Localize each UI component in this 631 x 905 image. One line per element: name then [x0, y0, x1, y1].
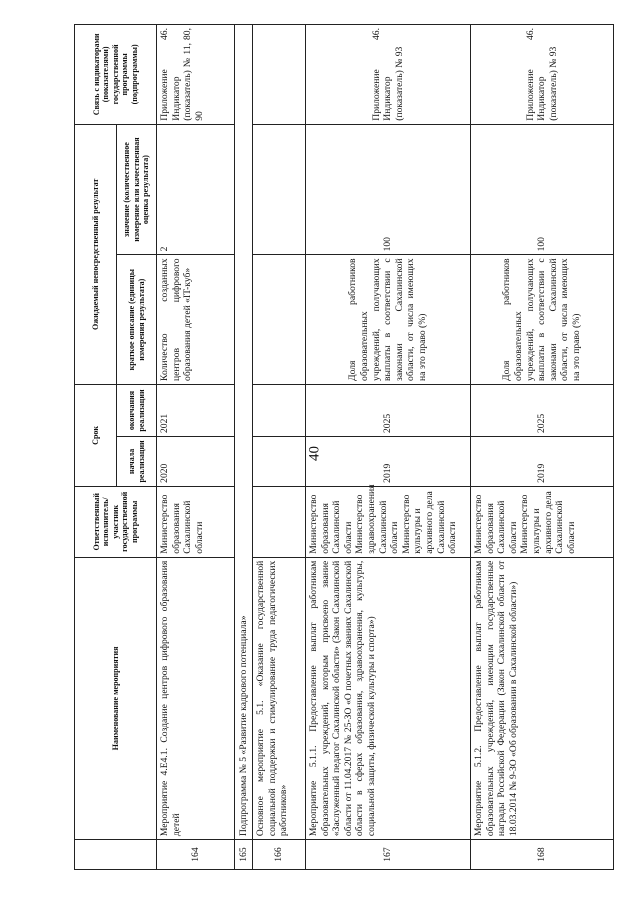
- row-start: 2019: [471, 437, 614, 487]
- header-result-desc: краткое описание (единицы измерения результата): [117, 255, 157, 385]
- row-link: Приложение 46. Индикатор (показатель) № 93: [471, 25, 614, 125]
- row-link: [253, 25, 306, 125]
- row-desc: [253, 255, 306, 385]
- row-value: 100: [306, 124, 471, 255]
- header-name: Наименование мероприятия: [75, 557, 157, 839]
- table-row: [253, 25, 306, 870]
- header-result: Ожидаемый непосредственный результат: [75, 124, 117, 384]
- row-start: 2020: [157, 437, 235, 487]
- row-desc: Доля работников образовательных учреждений, получающих выплаты в соответствии с законами Сахалинской области, от числа имеющих на это право (%): [471, 255, 614, 385]
- row-desc: Доля работников образовательных учреждений, получающих выплаты в соответствии с законами Сахалинской области, от числа имеющих на это право (%): [306, 255, 471, 385]
- row-responsible: [253, 486, 306, 557]
- row-responsible: Министерство образования Сахалинской области Министерство культуры и архивного дела Сахалинской области: [471, 486, 614, 557]
- row-name: Основное мероприятие 5.1. «Оказание государственной социальной поддержки и стимулирование труда педагогических работников»: [253, 557, 306, 839]
- row-end: 2021: [157, 384, 235, 436]
- row-end: 2025: [471, 384, 614, 436]
- table-row: [306, 25, 471, 870]
- row-value: [253, 124, 306, 255]
- row-start: 2019: [306, 437, 471, 487]
- row-responsible: Министерство образования Сахалинской области: [157, 486, 235, 557]
- table-row: [471, 25, 614, 870]
- row-num: 166: [253, 840, 306, 870]
- row-name: Мероприятие 5.1.1. Предоставление выплат работникам образовательных учреждений, которым присвоено звание «Заслуженный педагог Сахалинской области» (Закон Сахалинской области от 11.04.2017 № 25-ЗО «О почетных званиях Сахалинской области в сферах образования, здравоохранения, культуры, социальной защиты, физической культуры и спорта»): [306, 557, 471, 839]
- row-num: 168: [471, 840, 614, 870]
- row-num: 167: [306, 840, 471, 870]
- row-num: 165: [235, 840, 253, 870]
- program-table: [74, 24, 614, 870]
- header-link: Связь с индикаторами (показателями) государственной программы (подпрограммы): [75, 25, 157, 125]
- header-term: Срок: [75, 384, 117, 486]
- page-number: 40: [306, 446, 323, 461]
- row-name: Мероприятие 4.Е4.1. Создание центров цифрового образования детей: [157, 557, 235, 839]
- row-link: Приложение 46. Индикатор (показатель) № 93: [306, 25, 471, 125]
- row-end: 2025: [306, 384, 471, 436]
- rotated-table-container: [74, 24, 614, 870]
- header-num: [75, 840, 157, 870]
- section-title: Подпрограмма № 5 «Развитие кадрового потенциала»: [235, 25, 253, 840]
- header-responsible: Ответственный исполнитель/участник государственной программы: [75, 486, 157, 557]
- row-num: 164: [157, 840, 235, 870]
- table-row: [235, 25, 253, 870]
- row-responsible: Министерство образования Сахалинской области Министерство здравоохранения Сахалинской области Министерство культуры и архивного дела Сахалинской области: [306, 486, 471, 557]
- row-desc: Количество созданных центров цифрового образования детей «IT-куб»: [157, 255, 235, 385]
- row-value: 2: [157, 124, 235, 255]
- row-name: Мероприятие 5.1.2. Предоставление выплат работникам образовательных учреждений, имеющим государственные награды Российской Федерации (Закон Сахалинской области от 18.03.2014 № 9-ЗО «Об образовании в Сахалинской области»): [471, 557, 614, 839]
- table-row: [157, 25, 235, 870]
- row-link: Приложение 46. Индикатор (показатель) № 11, 80, 90: [157, 25, 235, 125]
- header-result-value: значение (количественное измерение или качественная оценка результата): [117, 124, 157, 255]
- row-value: 100: [471, 124, 614, 255]
- row-start: [253, 437, 306, 487]
- row-end: [253, 384, 306, 436]
- header-term-end: окончания реализации: [117, 384, 157, 436]
- header-term-start: начала реализации: [117, 437, 157, 487]
